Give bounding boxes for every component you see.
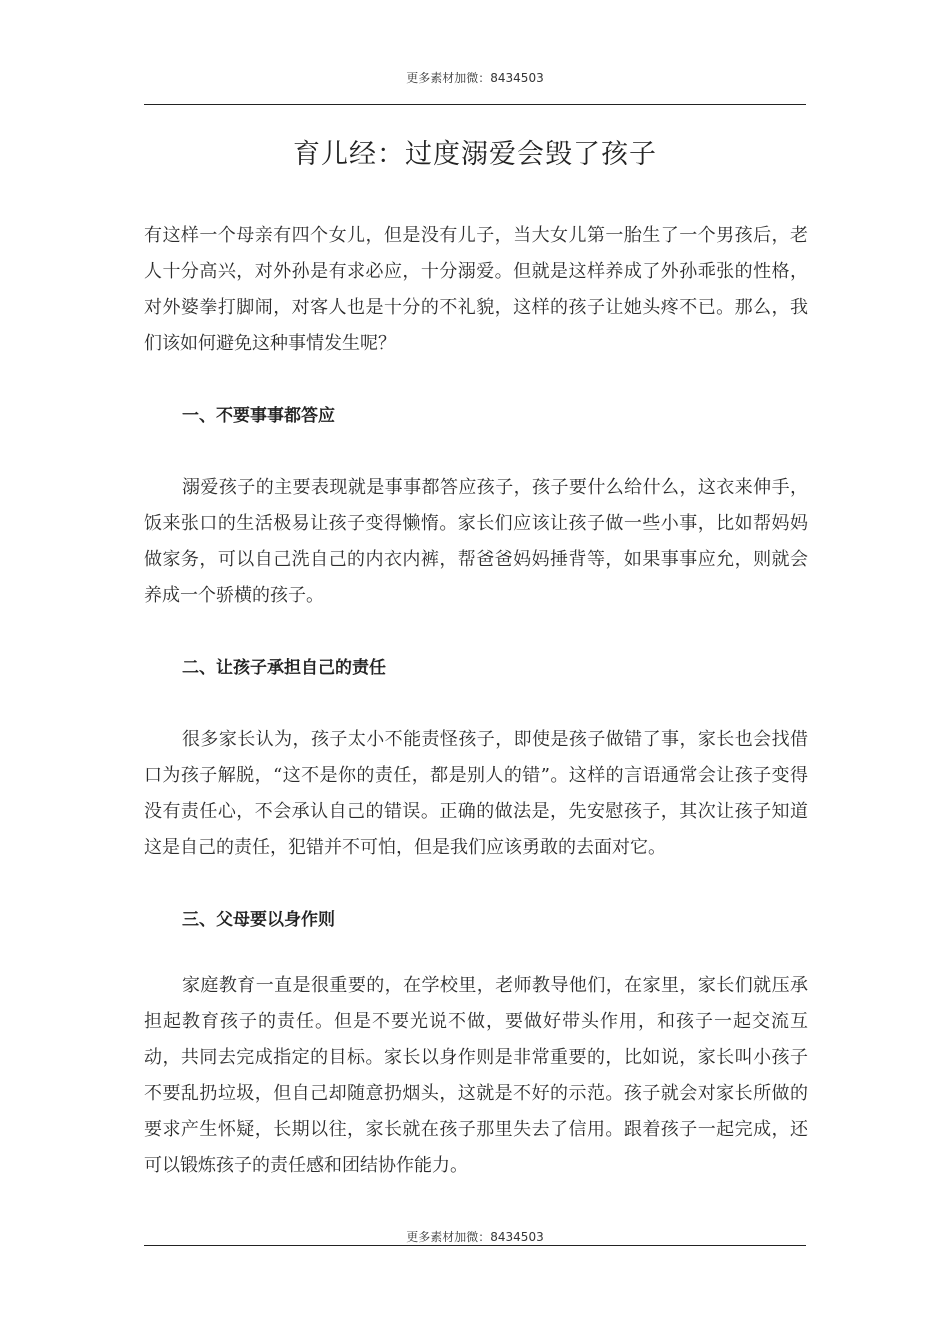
article-body xyxy=(144,218,808,1184)
article-title: 育儿经：过度溺爱会毁了孩子 xyxy=(293,139,657,170)
section-heading-1: 一、不要事事都答应 xyxy=(182,406,335,426)
header-rule xyxy=(144,104,806,105)
intro-paragraph: 有这样一个母亲有四个女儿，但是没有儿子，当大女儿第一胎生了一个男孩后，老人十分高兴，对外孙是有求必应，十分溺爱。但就是这样养成了外孙乖张的性格，对外婆拳打脚闹，对客人也是十分的不礼貌，这样的孩子让她头疼不已。那么，我们该如何避免这种事情发生呢？ xyxy=(144,225,808,354)
section-heading-3: 三、父母要以身作则 xyxy=(182,910,335,930)
section-body-1: 溺爱孩子的主要表现就是事事都答应孩子，孩子要什么给什么，这衣来伸手，饭来张口的生活极易让孩子变得懒惰。家长们应该让孩子做一些小事，比如帮妈妈做家务，可以自己洗自己的内衣内裤，帮爸爸妈妈捶背等，如果事事应允，则就会养成一个骄横的孩子。 xyxy=(144,477,808,606)
footer-rule xyxy=(144,1245,806,1246)
page-header-watermark: 更多素材加微：8434503 xyxy=(406,71,544,85)
section-body-3: 家庭教育一直是很重要的，在学校里，老师教导他们，在家里，家长们就压承担起教育孩子的责任。但是不要光说不做，要做好带头作用，和孩子一起交流互动，共同去完成指定的目标。家长以身作则是非常重要的，比如说，家长叫小孩子不要乱扔垃圾，但自己却随意扔烟头，这就是不好的示范。孩子就会对家长所做的要求产生怀疑，长期以往，家长就在孩子那里失去了信用。跟着孩子一起完成，还可以锻炼孩子的责任感和团结协作能力。 xyxy=(144,975,808,1176)
page-footer-watermark: 更多素材加微：8434503 xyxy=(406,1230,544,1244)
section-heading-2: 二、让孩子承担自己的责任 xyxy=(182,658,386,678)
section-body-2: 很多家长认为，孩子太小不能责怪孩子，即使是孩子做错了事，家长也会找借口为孩子解脱，“这不是你的责任，都是别人的错”。这样的言语通常会让孩子变得没有责任心，不会承认自己的错误。正确的做法是，先安慰孩子，其次让孩子知道这是自己的责任，犯错并不可怕，但是我们应该勇敢的去面对它。 xyxy=(144,729,808,858)
